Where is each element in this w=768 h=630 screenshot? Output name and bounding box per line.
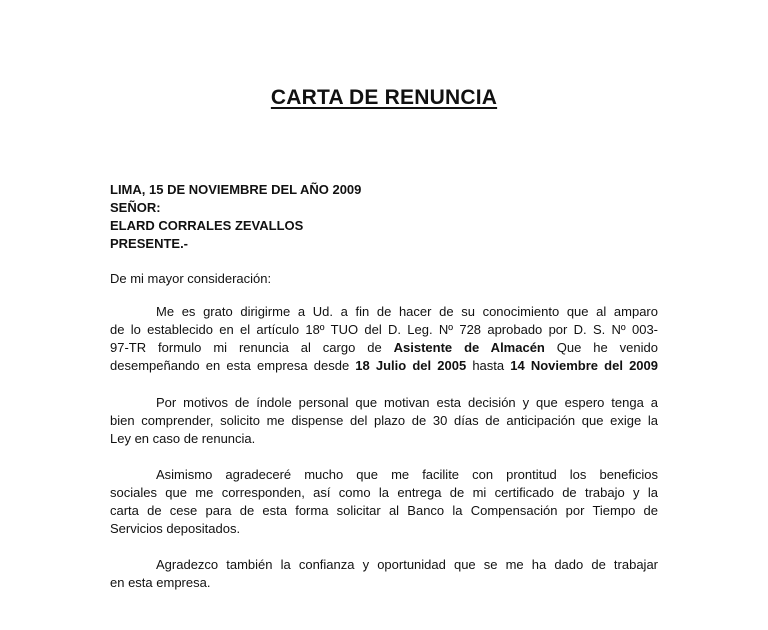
paragraph-line: Ley en caso de renuncia. xyxy=(110,431,256,446)
paragraph-line: Por motivos de índole personal que motivan esta decisión y que espero tenga a xyxy=(156,395,658,410)
paragraph-line: Asimismo agradeceré mucho que me facilite con prontitud los beneficios xyxy=(156,467,658,482)
paragraph-line xyxy=(110,357,658,375)
paragraph-line: Me es grato dirigirme a Ud. a fin de hacer de su conocimiento que al amparo xyxy=(156,304,658,319)
job-title: Asistente de Almacén xyxy=(393,340,545,355)
start-date: 18 Julio del 2005 xyxy=(355,358,467,373)
end-date: 14 Noviembre del 2009 xyxy=(510,358,658,373)
paragraph-line xyxy=(110,339,658,357)
presente-line: PRESENTE.- xyxy=(110,236,189,251)
addressee-title: SEÑOR: xyxy=(110,200,161,215)
text-segment: Que he venido xyxy=(544,340,658,355)
paragraph-resignation xyxy=(110,303,658,375)
paragraph-line: sociales que me corresponden, así como la entrega de mi certificado de trabajo y la xyxy=(110,485,658,500)
paragraph-benefits xyxy=(110,466,658,538)
paragraph-thanks xyxy=(110,556,658,592)
paragraph-motives xyxy=(110,394,658,448)
paragraph-line: carta de cese para de esta forma solicitar al Banco la Compensación por Tiempo de xyxy=(110,503,658,518)
letter-header xyxy=(110,181,670,253)
text-segment: hasta xyxy=(466,358,511,373)
paragraph-line: bien comprender, solicito me dispense del plazo de 30 días de anticipación que exige la xyxy=(110,413,658,428)
date-line: LIMA, 15 DE NOVIEMBRE DEL AÑO 2009 xyxy=(110,182,362,197)
text-segment: 97-TR formulo mi renuncia al cargo de xyxy=(110,340,394,355)
paragraph-line: en esta empresa. xyxy=(110,575,211,590)
salutation: De mi mayor consideración: xyxy=(110,271,272,286)
paragraph-line: Servicios depositados. xyxy=(110,521,241,536)
paragraph-line: de lo establecido en el artículo 18º TUO del D. Leg. Nº 728 aprobado por D. S. Nº 003- xyxy=(110,322,658,337)
letter-title: CARTA DE RENUNCIA xyxy=(270,86,498,109)
paragraph-line: Agradezco también la confianza y oportunidad que se me ha dado de trabajar xyxy=(156,557,658,572)
text-segment: desempeñando en esta empresa desde xyxy=(110,358,356,373)
addressee-name: ELARD CORRALES ZEVALLOS xyxy=(110,218,304,233)
